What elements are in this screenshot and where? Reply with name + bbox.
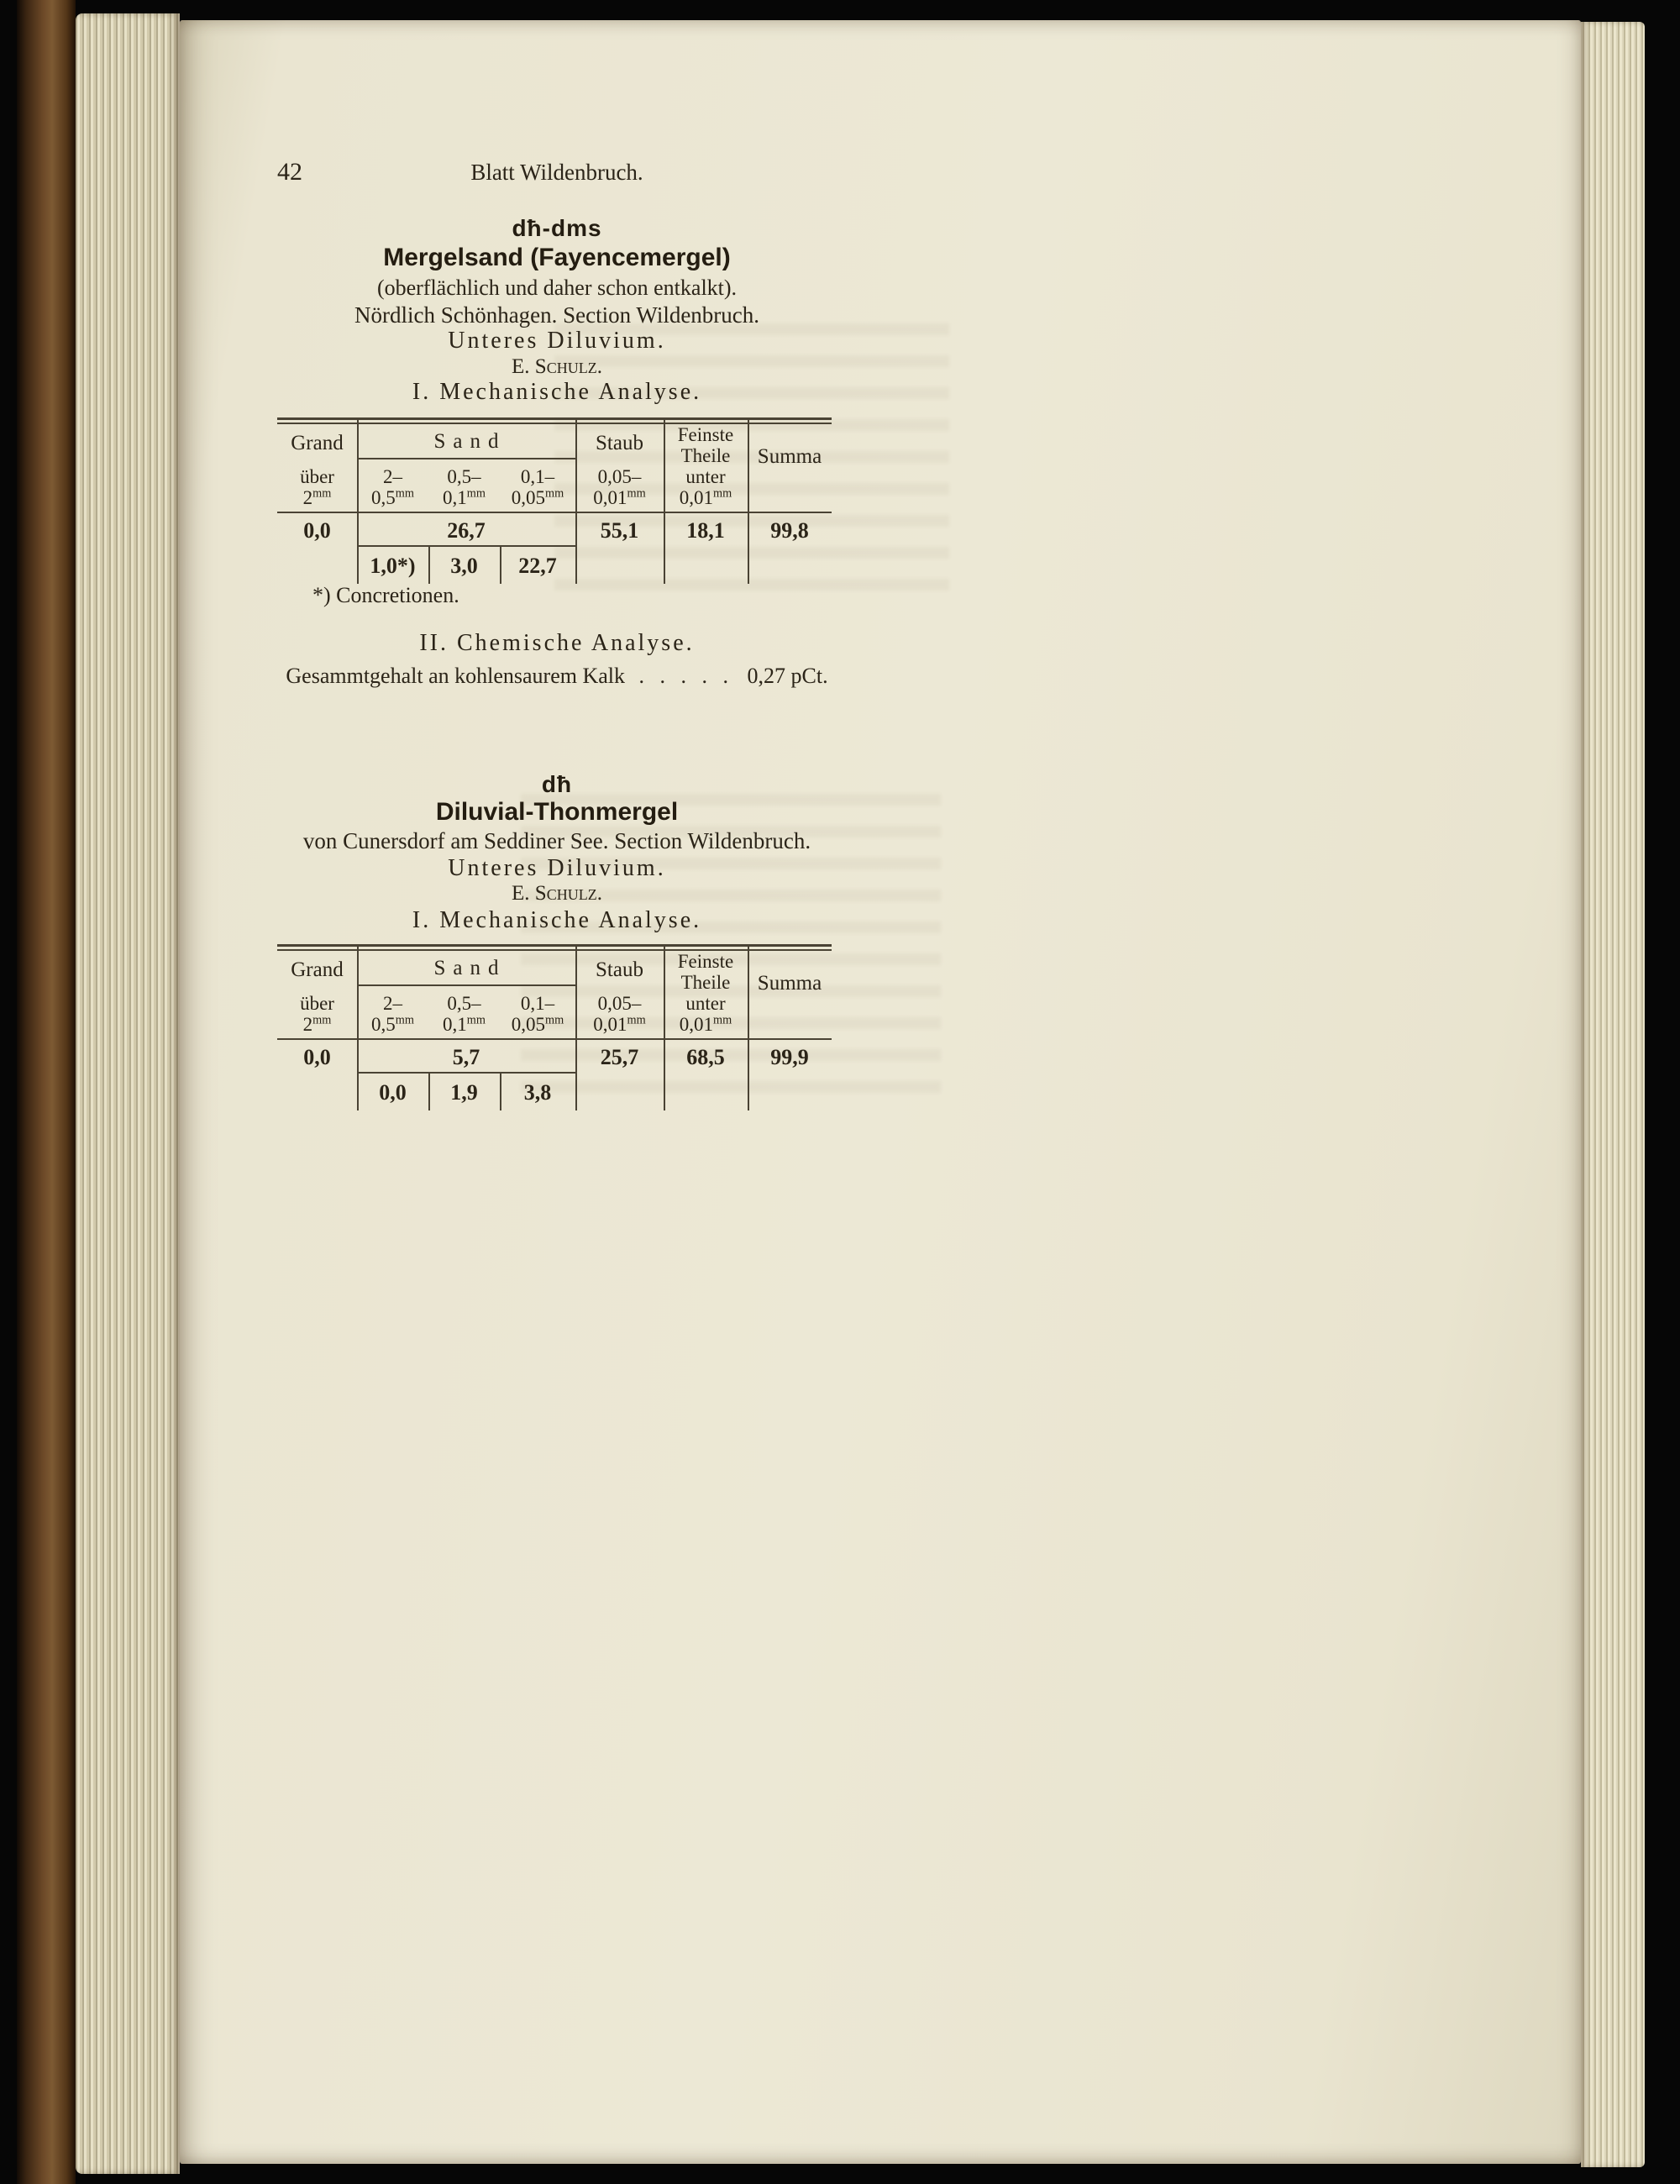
mechanical-analysis-table-2 bbox=[277, 944, 832, 1112]
chem-dot-leader: . . . . . bbox=[638, 664, 734, 688]
col-header-sand: Sand bbox=[433, 430, 507, 453]
col-header-feinste: Feinste Theile bbox=[677, 951, 734, 993]
value-grand: 0,0 bbox=[303, 518, 331, 543]
column-rule bbox=[357, 419, 359, 584]
section2-analyst: E. Schulz. bbox=[512, 882, 602, 905]
value-sand-part-1: 1,0*) bbox=[370, 554, 416, 578]
col-subheader-feinste: unter $0,01^{mm}$ bbox=[679, 993, 732, 1035]
col-subheader-feinste: unter $0,01^{mm}$ bbox=[679, 466, 732, 508]
value-sand-total: 5,7 bbox=[452, 1045, 480, 1069]
chem-line bbox=[286, 664, 827, 689]
col-header-grand: Grand bbox=[291, 432, 344, 454]
col-header-staub: Staub bbox=[596, 958, 643, 981]
col-subheader-grand: über $2^{mm}$ bbox=[300, 466, 334, 508]
book-spine bbox=[17, 0, 76, 2184]
subcolumn-rule bbox=[428, 1072, 430, 1110]
col-subheader-sand-3: 0,1– $0,05^{mm}$ bbox=[511, 993, 564, 1035]
value-grand: 0,0 bbox=[303, 1045, 331, 1069]
section1-note: (oberflächlich und daher schon entkalkt). bbox=[376, 276, 738, 300]
value-staub: 25,7 bbox=[600, 1045, 639, 1069]
section1-title: Mergelsand (Fayencemergel) bbox=[383, 244, 731, 271]
value-sand-part-3: 3,8 bbox=[523, 1080, 552, 1105]
running-header: Blatt Wildenbruch. bbox=[470, 160, 643, 185]
col-subheader-staub: 0,05– $0,01^{mm}$ bbox=[593, 993, 646, 1035]
chem-label: Gesammtgehalt an kohlensaurem Kalk bbox=[286, 664, 626, 688]
section1-symbol: dħ-dms bbox=[512, 215, 602, 241]
col-header-staub: Staub bbox=[596, 432, 643, 454]
value-staub: 55,1 bbox=[600, 518, 639, 543]
col-subheader-staub: 0,05– $0,01^{mm}$ bbox=[593, 466, 646, 508]
col-subheader-sand-2: 0,5– $0,1^{mm}$ bbox=[443, 993, 486, 1035]
value-feinste: 18,1 bbox=[686, 518, 725, 543]
col-subheader-sand-1: 2– $0,5^{mm}$ bbox=[371, 466, 414, 508]
section2-mech-heading: I. Mechanische Analyse. bbox=[412, 907, 702, 933]
section2-stratum: Unteres Diluvium. bbox=[448, 855, 666, 881]
col-subheader-sand-3: 0,1– $0,05^{mm}$ bbox=[511, 466, 564, 508]
value-sand-part-3: 22,7 bbox=[518, 554, 557, 578]
page-edges-left bbox=[76, 13, 180, 2174]
page-edges-right bbox=[1581, 22, 1645, 2167]
section1-analyst: E. Schulz. bbox=[512, 355, 602, 378]
section2-symbol: dħ bbox=[541, 771, 573, 797]
column-rule bbox=[575, 946, 577, 1110]
value-feinste: 68,5 bbox=[686, 1045, 725, 1069]
col-subheader-sand-1: 2– $0,5^{mm}$ bbox=[371, 993, 414, 1035]
col-header-grand: Grand bbox=[291, 958, 344, 981]
value-summa: 99,9 bbox=[770, 1045, 809, 1069]
column-rule bbox=[357, 946, 359, 1110]
value-sand-part-1: 0,0 bbox=[379, 1080, 407, 1105]
col-subheader-sand-2: 0,5– $0,1^{mm}$ bbox=[443, 466, 486, 508]
sand-spanner-rule bbox=[357, 458, 575, 459]
col-header-summa: Summa bbox=[757, 445, 822, 468]
chem-heading: II. Chemische Analyse. bbox=[419, 630, 695, 656]
subcolumn-rule bbox=[500, 545, 501, 584]
subrow-rule bbox=[357, 545, 575, 547]
footnote: *) Concretionen. bbox=[312, 583, 459, 607]
col-subheader-grand: über $2^{mm}$ bbox=[300, 993, 334, 1035]
value-sand-part-2: 1,9 bbox=[450, 1080, 478, 1105]
value-summa: 99,8 bbox=[770, 518, 809, 543]
col-header-summa: Summa bbox=[757, 972, 822, 995]
column-rule bbox=[664, 419, 665, 584]
column-rule bbox=[664, 946, 665, 1110]
subcolumn-rule bbox=[428, 545, 430, 584]
subrow-rule bbox=[357, 1072, 575, 1074]
section1-stratum: Unteres Diluvium. bbox=[448, 328, 666, 354]
col-header-feinste: Feinste Theile bbox=[677, 424, 734, 466]
section1-location: Nördlich Schönhagen. Section Wildenbruch. bbox=[354, 302, 760, 328]
col-header-sand: Sand bbox=[433, 957, 507, 979]
section2-title: Diluvial-Thonmergel bbox=[435, 798, 679, 826]
section1-mech-heading: I. Mechanische Analyse. bbox=[412, 379, 702, 405]
value-sand-part-2: 3,0 bbox=[450, 554, 478, 578]
subcolumn-rule bbox=[500, 1072, 501, 1110]
column-rule bbox=[748, 946, 749, 1110]
section2-location: von Cunersdorf am Seddiner See. Section Wildenbruch. bbox=[302, 828, 811, 853]
page-number: 42 bbox=[277, 158, 302, 186]
chem-value: 0,27 pCt. bbox=[747, 664, 828, 688]
column-rule bbox=[575, 419, 577, 584]
value-sand-total: 26,7 bbox=[447, 518, 486, 543]
column-rule bbox=[748, 419, 749, 584]
mechanical-analysis-table-1 bbox=[277, 417, 832, 585]
sand-spanner-rule bbox=[357, 984, 575, 986]
